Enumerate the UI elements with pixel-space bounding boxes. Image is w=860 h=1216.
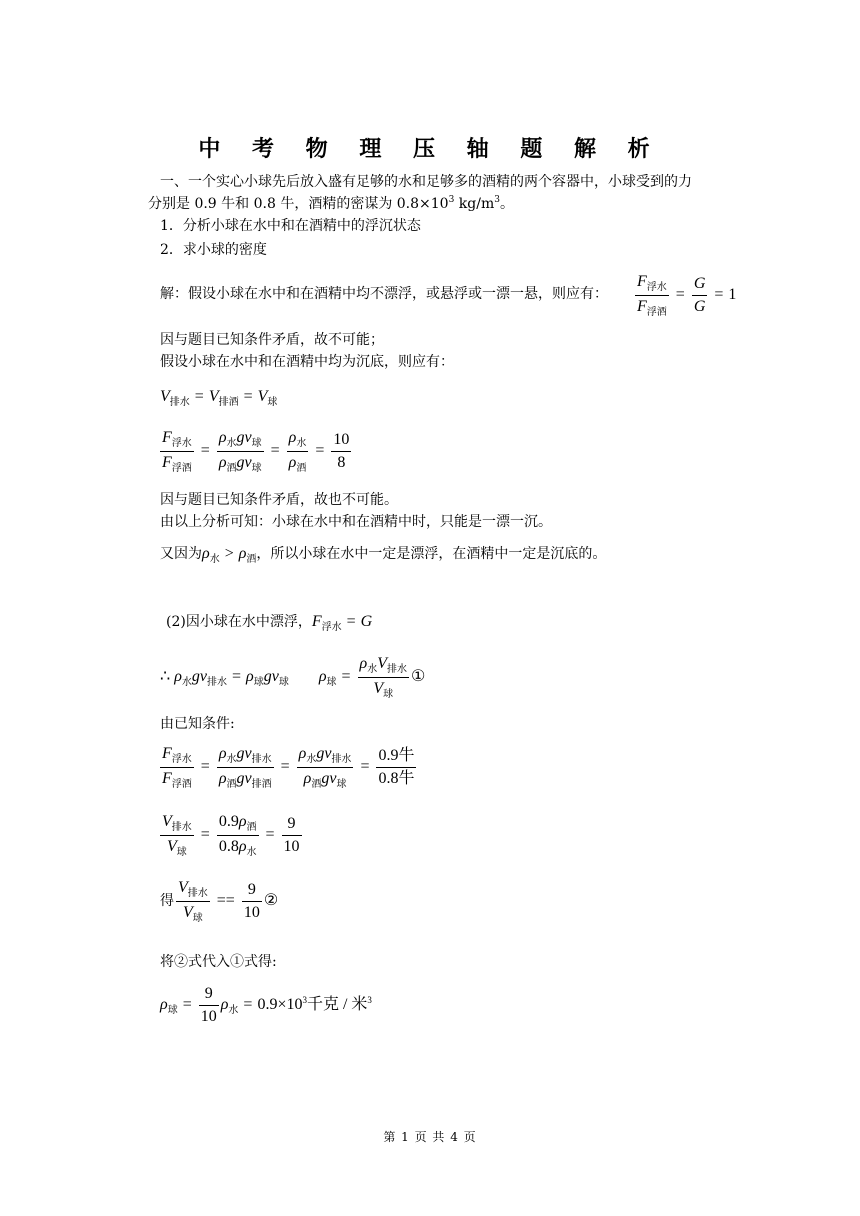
equation-known-ratio: $\frac{F_{浮水}}{F_{浮酒}}$ = $\frac{\rho_水gv_{排水}}{\rho_酒gv_{排酒}}$ = $\frac{\rho_水gv_{排水}}{\rho_酒gv_球}$ = $\frac{\text{0.9牛}}{\text{0.8牛}}$	[162, 745, 415, 790]
assume-sink: 假设小球在水中和在酒精中均为沉底，则应有：	[160, 354, 454, 370]
page-title: 中 考 物 理 压 轴 题 解 析	[198, 136, 662, 162]
part2-intro: (2)因小球在水中漂浮，$F_{浮水} = G$	[166, 613, 373, 633]
equation-ratio-one: $\frac{F_{浮水}}{F_{浮酒}}$ = $\frac{G}{G}$ = 1	[637, 273, 737, 318]
equation-force-ratio: $\frac{F_{浮水}}{F_{浮酒}}$ = $\frac{\rho_水gv_球}{\rho_酒gv_球}$ = $\frac{\rho_水}{\rho_酒}$ = $\frac{10}{8}$	[162, 429, 350, 474]
question-1: 1．分析小球在水中和在酒精中的浮沉状态	[160, 218, 421, 234]
contradiction-2: 因与题目已知条件矛盾，故也不可能。	[160, 492, 398, 508]
problem-line-2: 分别是 0.9 牛和 0.8 牛，酒精的密谋为 $0.8\times 10^3$ $kg/m^3$。	[148, 195, 514, 212]
equation-volume-ratio: $\frac{V_{排水}}{V_球}$ = $\frac{0.9\rho_酒}{0.8\rho_水}$ = $\frac{9}{10}$	[162, 813, 300, 858]
known-conditions: 由已知条件:	[160, 716, 235, 732]
solution-intro: 解：假设小球在水中和在酒精中均不漂浮，或悬浮或一漂一悬，则应有：	[160, 286, 608, 302]
question-2: 2．求小球的密度	[160, 242, 267, 258]
equation-volumes: $V_{排水} = V_{排酒} = V_球$	[160, 388, 278, 408]
equation-one: ∴ $\rho_水gv_{排水} = \rho_球gv_球$ $\rho_球$ = $\frac{\rho_水V_{排水}}{V_球}$ ①	[160, 655, 426, 700]
conclusion-b: 又因为$\rho_水 > \rho_酒$，所以小球在水中一定是漂浮，在酒精中一定是沉底的。	[160, 545, 607, 565]
contradiction-1: 因与题目已知条件矛盾，故不可能；	[160, 332, 384, 348]
equation-two: 得 $\frac{V_{排水}}{V_球}$ == $\frac{9}{10}$ ②	[160, 879, 279, 924]
conclusion-a: 由以上分析可知：小球在水中和在酒精中时，只能是一漂一沉。	[160, 514, 552, 530]
equation-result: $\rho_球$ = $\frac{9}{10}$ $\rho_水 = 0.9\times 10^3$千克 / 米$^3$	[160, 985, 372, 1025]
page-footer: 第 1 页 共 4 页	[383, 1130, 477, 1144]
problem-line-1: 一、一个实心小球先后放入盛有足够的水和足够多的酒精的两个容器中，小球受到的力	[160, 174, 692, 190]
substitute-line: 将②式代入①式得:	[160, 954, 277, 970]
